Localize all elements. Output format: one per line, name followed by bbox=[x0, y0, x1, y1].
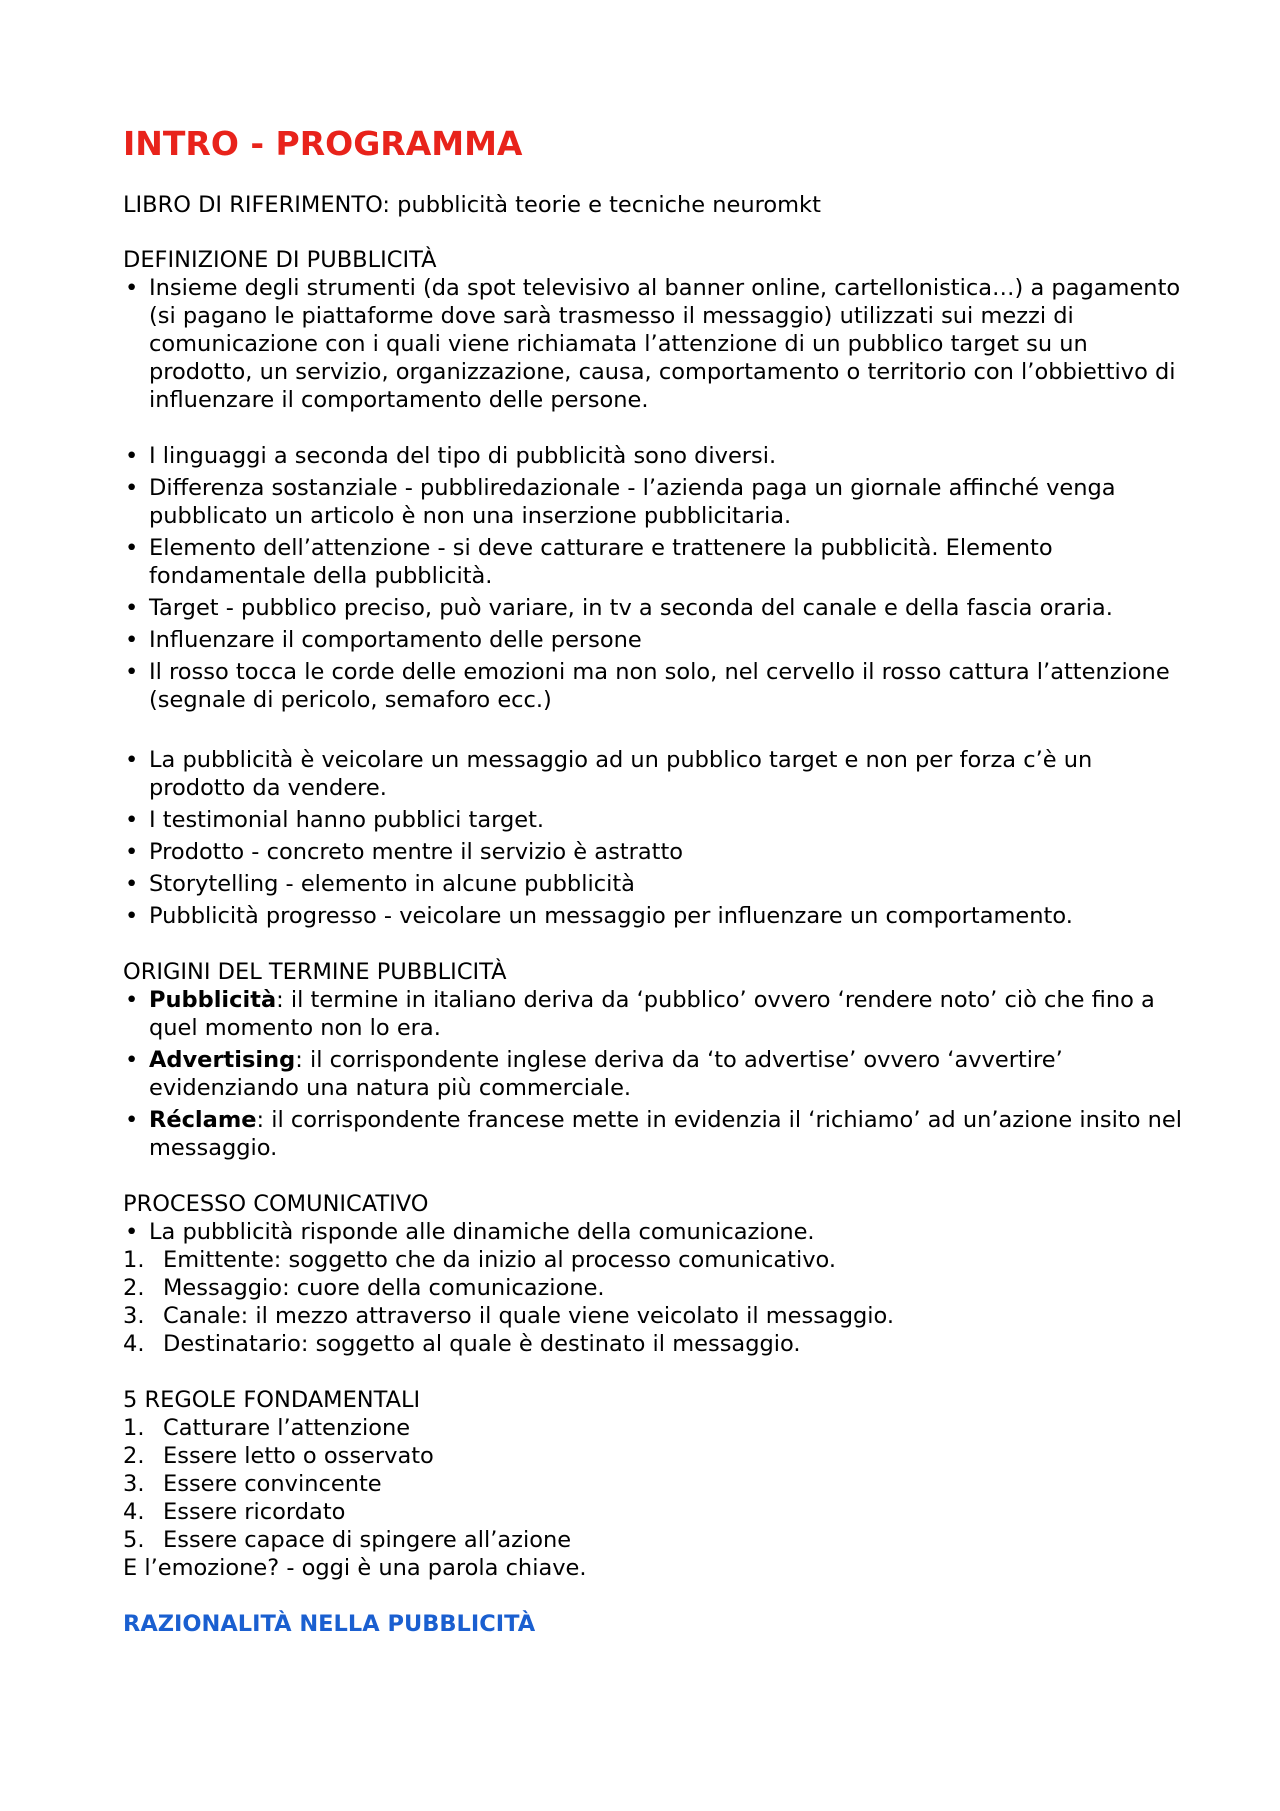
term-reclame: Réclame bbox=[149, 1107, 257, 1133]
bullet-icon: • bbox=[125, 747, 139, 773]
list-number: 1. bbox=[123, 1415, 145, 1441]
list-item: • Advertising: il corrispondente inglese deriva da ‘to advertise’ ovvero ‘avvertire’ evidenziando una natura più commerciale. bbox=[125, 1047, 1063, 1101]
bullet-icon: • bbox=[125, 839, 139, 865]
list-item: 3. Canale: il mezzo attraverso il quale viene veicolato il messaggio. bbox=[123, 1303, 895, 1329]
list-item: 1. Emittente: soggetto che da inizio al processo comunicativo. bbox=[123, 1247, 837, 1273]
list-item: 5. Essere capace di spingere all’azione bbox=[123, 1527, 572, 1553]
list-item: • Réclame: il corrispondente francese mette in evidenzia il ‘richiamo’ ad un’azione insito nel messaggio. bbox=[125, 1107, 1182, 1161]
list-item: 2. Essere letto o osservato bbox=[123, 1443, 434, 1469]
list-item: • La pubblicità è veicolare un messaggio ad un pubblico target e non per forza c’è un prodotto da vendere. bbox=[125, 747, 1093, 801]
list-item: • Elemento dell’attenzione - si deve catturare e trattenere la pubblicità. Elemento fondamentale della pubblicità. bbox=[125, 535, 1053, 589]
list-item: 4. Destinatario: soggetto al quale è destinato il messaggio. bbox=[123, 1331, 801, 1357]
section-heading-razionalita: RAZIONALITÀ NELLA PUBBLICITÀ bbox=[123, 1611, 536, 1637]
spacer bbox=[123, 718, 1183, 746]
list-item: 1. Catturare l’attenzione bbox=[123, 1415, 411, 1441]
definizione-intro-list bbox=[123, 274, 1183, 414]
list-item: • Il rosso tocca le corde delle emozioni ma non solo, nel cervello il rosso cattura l’attenzione (segnale di pericolo, semaforo ecc.) bbox=[125, 659, 1170, 713]
bullet-icon: • bbox=[125, 903, 139, 929]
origini-list bbox=[123, 986, 1183, 1162]
list-item: • La pubblicità risponde alle dinamiche della comunicazione. bbox=[125, 1219, 815, 1245]
list-item: • Influenzare il comportamento delle persone bbox=[125, 627, 642, 653]
bullet-icon: • bbox=[125, 659, 139, 685]
list-item: 4. Essere ricordato bbox=[123, 1499, 346, 1525]
section-heading-origini: ORIGINI DEL TERMINE PUBBLICITÀ bbox=[123, 959, 507, 985]
bullet-icon: • bbox=[125, 987, 139, 1013]
bullet-icon: • bbox=[125, 275, 139, 301]
section-heading-regole: 5 REGOLE FONDAMENTALI bbox=[123, 1387, 421, 1413]
libro-riferimento: LIBRO DI RIFERIMENTO: pubblicità teorie e tecniche neuromkt bbox=[123, 192, 821, 218]
list-item: • Pubblicità: il termine in italiano deriva da ‘pubblico’ ovvero ‘rendere noto’ ciò che fino a quel momento non lo era. bbox=[125, 987, 1155, 1041]
page-title: INTRO - PROGRAMMA bbox=[123, 124, 523, 163]
list-item: • Insieme degli strumenti (da spot televisivo al banner online, cartellonistica…) a pagamento (si pagano le piattaforme dove sarà trasmesso il messaggio) utilizzati sui mezzi di comunicazione con i quali viene richiamata l’attenzione di un pubblico target su un prodotto, un servizio, organizzazione, causa, comportamento o territorio con l’obbiettivo di influenzare il comportamento delle persone. bbox=[125, 275, 1181, 413]
list-number: 2. bbox=[123, 1275, 145, 1301]
list-number: 2. bbox=[123, 1443, 145, 1469]
term-advertising: Advertising bbox=[149, 1047, 296, 1073]
bullet-icon: • bbox=[125, 627, 139, 653]
list-item: • Pubblicità progresso - veicolare un messaggio per influenzare un comportamento. bbox=[125, 903, 1073, 929]
spacer bbox=[123, 414, 1183, 442]
list-item: • I testimonial hanno pubblici target. bbox=[125, 807, 545, 833]
definizione-list-a bbox=[123, 442, 1183, 714]
bullet-icon: • bbox=[125, 595, 139, 621]
list-number: 4. bbox=[123, 1331, 145, 1357]
regole-list bbox=[123, 1414, 1183, 1554]
regole-footer: E l’emozione? - oggi è una parola chiave. bbox=[123, 1555, 587, 1581]
list-number: 1. bbox=[123, 1247, 145, 1273]
list-number: 3. bbox=[123, 1471, 145, 1497]
term-pubblicita: Pubblicità bbox=[149, 987, 277, 1013]
bullet-icon: • bbox=[125, 1219, 139, 1245]
bullet-icon: • bbox=[125, 475, 139, 501]
document-content bbox=[123, 124, 1183, 1638]
bullet-icon: • bbox=[125, 1107, 139, 1133]
definizione-list-b bbox=[123, 746, 1183, 930]
list-number: 4. bbox=[123, 1499, 145, 1525]
processo-bullet-list bbox=[123, 1218, 1183, 1246]
list-item: • I linguaggi a seconda del tipo di pubblicità sono diversi. bbox=[125, 443, 777, 469]
list-number: 3. bbox=[123, 1303, 145, 1329]
processo-steps bbox=[123, 1246, 1183, 1358]
bullet-icon: • bbox=[125, 871, 139, 897]
list-item: • Differenza sostanziale - pubbliredazionale - l’azienda paga un giornale affinché venga pubblicato un articolo è non una inserzione pubblicitaria. bbox=[125, 475, 1116, 529]
list-item: • Target - pubblico preciso, può variare, in tv a seconda del canale e della fascia oraria. bbox=[125, 595, 1113, 621]
list-item: • Storytelling - elemento in alcune pubblicità bbox=[125, 871, 635, 897]
section-heading-definizione: DEFINIZIONE DI PUBBLICITÀ bbox=[123, 247, 437, 273]
list-item: 3. Essere convincente bbox=[123, 1471, 382, 1497]
bullet-icon: • bbox=[125, 1047, 139, 1073]
section-heading-processo: PROCESSO COMUNICATIVO bbox=[123, 1191, 429, 1217]
list-item: 2. Messaggio: cuore della comunicazione. bbox=[123, 1275, 605, 1301]
bullet-icon: • bbox=[125, 535, 139, 561]
bullet-icon: • bbox=[125, 443, 139, 469]
list-item: • Prodotto - concreto mentre il servizio è astratto bbox=[125, 839, 684, 865]
bullet-icon: • bbox=[125, 807, 139, 833]
list-number: 5. bbox=[123, 1527, 145, 1553]
